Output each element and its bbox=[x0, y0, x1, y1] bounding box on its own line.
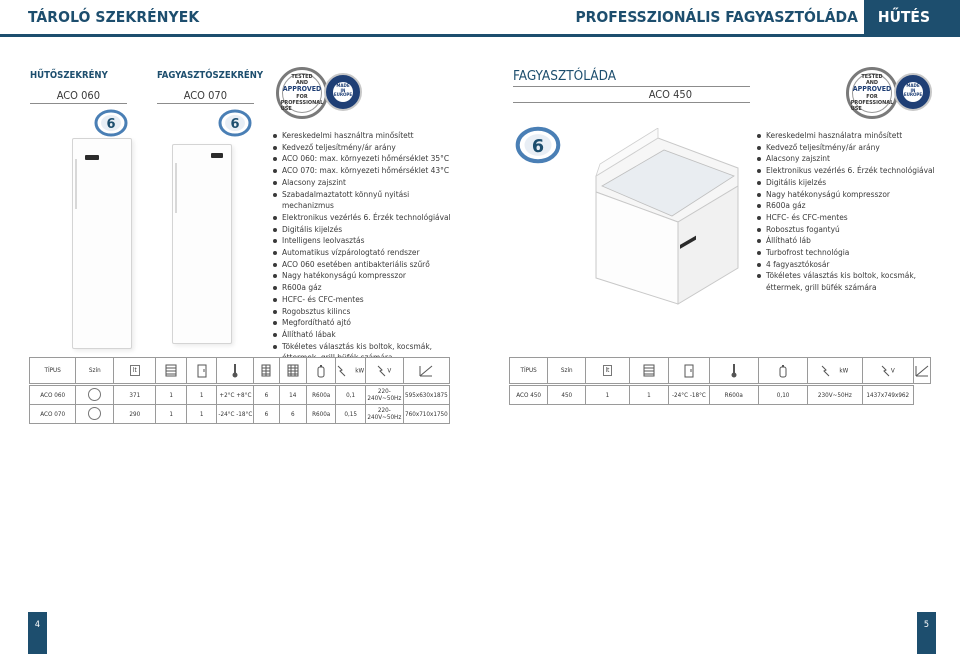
chest-freezer-image-aco450 bbox=[588, 128, 742, 308]
feature-item: Alacsony zajszint bbox=[273, 177, 451, 189]
voltage-icon bbox=[377, 364, 387, 377]
cell-color bbox=[76, 405, 114, 424]
feature-item: ACO 060 esetében antibakteriális szűrő bbox=[273, 259, 451, 271]
svg-text:6: 6 bbox=[531, 136, 545, 157]
white-color-swatch bbox=[88, 388, 101, 401]
cell-dimensions: 1437x749x962 bbox=[862, 386, 913, 405]
made-in-europe-badge bbox=[324, 73, 362, 111]
header-right bbox=[575, 0, 960, 34]
thermometer-icon bbox=[730, 363, 738, 378]
badge-text: APPROVED bbox=[282, 85, 322, 94]
cell-temperature: -24°C -18°C bbox=[669, 386, 709, 405]
v-label: V bbox=[387, 367, 392, 375]
model-name-aco450: ACO 450 bbox=[648, 88, 692, 101]
badge-text: EUROPE bbox=[333, 93, 353, 99]
cell-v: 220-240V~50Hz bbox=[365, 405, 403, 424]
cell-gas: R600a bbox=[306, 386, 335, 405]
cell-doors: 1 bbox=[186, 386, 217, 405]
spec-table-left bbox=[29, 357, 450, 424]
page-number-right: 5 bbox=[917, 612, 936, 654]
col-header-doors bbox=[669, 358, 709, 384]
col-header-shelves bbox=[156, 358, 187, 384]
badge-text: AND bbox=[295, 80, 309, 87]
category-tab: HŰTÉS bbox=[864, 0, 960, 34]
feature-item: Állítható lábak bbox=[273, 329, 451, 341]
grid-icon bbox=[261, 364, 271, 377]
feature-item: Nagy hatékonyságú kompresszor bbox=[757, 189, 937, 201]
feature-item: 4 fagyasztókosár bbox=[757, 259, 937, 271]
badge-text: PROFESSIONAL USE bbox=[280, 99, 324, 112]
feature-item: Állítható láb bbox=[757, 235, 937, 247]
badge-text: APPROVED bbox=[852, 85, 892, 94]
cell-climate: 6 bbox=[254, 386, 279, 405]
cell-gas: R600a bbox=[709, 386, 759, 405]
capacity-icon: lt bbox=[130, 365, 140, 376]
cell-shelves: 1 bbox=[156, 405, 187, 424]
badge-text: FOR bbox=[866, 93, 878, 100]
page-title-right: PROFESSZIONÁLIS FAGYASZTÓLÁDA bbox=[575, 8, 858, 26]
fridge-image-aco060 bbox=[72, 138, 132, 349]
feature-item: Tökéletes választás kis boltok, kocsmák, bbox=[273, 341, 451, 364]
gas-icon bbox=[778, 364, 788, 378]
col-header-lt bbox=[114, 358, 156, 384]
feature-item: ACO 070: max. környezeti hőmérséklet 43°C bbox=[273, 165, 451, 177]
feature-item: R600a gáz bbox=[273, 282, 451, 294]
col-header-dimensions bbox=[403, 358, 449, 384]
feature-item: Rogobsztus kilincs bbox=[273, 306, 451, 318]
col-header-temperature bbox=[709, 358, 759, 384]
cell-shelves: 1 bbox=[156, 386, 187, 405]
col-header-dimensions bbox=[914, 358, 931, 384]
cell-color bbox=[76, 386, 114, 405]
basket-icon bbox=[287, 364, 299, 377]
dimensions-icon bbox=[418, 364, 434, 378]
cell-tipus: ACO 060 bbox=[30, 386, 76, 405]
cell-lt: 450 bbox=[548, 386, 586, 405]
col-header-doors bbox=[186, 358, 217, 384]
cell-baskets: 6 bbox=[279, 405, 306, 424]
col-header-climate bbox=[254, 358, 279, 384]
table-row bbox=[30, 405, 450, 424]
cell-temperature: -24°C -18°C bbox=[217, 405, 254, 424]
cell-lt: 371 bbox=[114, 386, 156, 405]
header-rule bbox=[0, 34, 960, 37]
gas-icon bbox=[316, 364, 326, 378]
tested-approved-badge bbox=[276, 67, 328, 119]
cell-temperature: +2°C +8°C bbox=[217, 386, 254, 405]
col-header-szin: Szín bbox=[548, 358, 586, 384]
power-icon bbox=[821, 364, 839, 377]
feature-item: Elektronikus vezérlés 6. Érzék technológiával bbox=[757, 165, 937, 177]
cell-kw: 0,1 bbox=[336, 386, 365, 405]
feature-item: Szabadalmaztatott könnyű nyitási mechanizmus bbox=[273, 189, 451, 212]
svg-text:6: 6 bbox=[230, 117, 240, 132]
col-header-tipus: TÍPUS bbox=[30, 358, 76, 384]
section-label-chest-freezer: FAGYASZTÓLÁDA bbox=[513, 68, 617, 84]
feature-list-left bbox=[273, 130, 451, 364]
sixth-sense-icon bbox=[94, 108, 128, 138]
v-label: V bbox=[890, 367, 895, 375]
door-handle bbox=[175, 163, 177, 213]
col-header-v bbox=[365, 358, 403, 384]
col-header-baskets bbox=[279, 358, 306, 384]
table-row bbox=[510, 386, 931, 405]
cell-kw: 0,10 bbox=[759, 386, 808, 405]
badge-text: IN bbox=[910, 88, 916, 94]
sixth-sense-icon bbox=[515, 124, 561, 166]
cell-v: 230V~50Hz bbox=[808, 386, 862, 405]
col-header-tipus: TÍPUS bbox=[510, 358, 548, 384]
feature-item: HCFC- és CFC-mentes bbox=[273, 294, 451, 306]
shelves-icon bbox=[165, 364, 177, 377]
badge-text: FOR bbox=[296, 93, 308, 100]
feature-item: Kereskedelmi használtra minősített bbox=[273, 130, 451, 142]
col-header-kw bbox=[808, 358, 862, 384]
feature-item: Kedvező teljesítmény/ár arány bbox=[273, 142, 451, 154]
col-header-szin: Szín bbox=[76, 358, 114, 384]
table-row bbox=[30, 386, 450, 405]
kw-label: kW bbox=[355, 367, 365, 375]
badge-text: MADE bbox=[336, 83, 350, 89]
feature-item: Kedvező teljesítmény/ár arány bbox=[757, 142, 937, 154]
cell-dimensions: 760x710x1750 bbox=[403, 405, 449, 424]
voltage-icon bbox=[881, 364, 891, 377]
control-panel bbox=[85, 155, 99, 160]
model-name-aco060: ACO 060 bbox=[56, 89, 100, 102]
capacity-icon: lt bbox=[603, 365, 613, 376]
cell-v: 220-240V~50Hz bbox=[365, 386, 403, 405]
svg-text:6: 6 bbox=[106, 117, 116, 132]
col-header-kw bbox=[336, 358, 365, 384]
cell-tipus: ACO 070 bbox=[30, 405, 76, 424]
freezer-image-aco070 bbox=[172, 144, 232, 344]
feature-item: Alacsony zajszint bbox=[757, 153, 937, 165]
white-color-swatch bbox=[88, 407, 101, 420]
cell-doors: 1 bbox=[629, 386, 669, 405]
col-header-v bbox=[862, 358, 913, 384]
cell-baskets: 14 bbox=[279, 386, 306, 405]
col-header-temperature bbox=[217, 358, 254, 384]
tested-approved-badge bbox=[846, 67, 898, 119]
dimensions-icon bbox=[914, 364, 930, 378]
model-name-aco070: ACO 070 bbox=[183, 89, 227, 102]
feature-item: Digitális kijelzés bbox=[757, 177, 937, 189]
feature-item: Kereskedelmi használatra minősített bbox=[757, 130, 937, 142]
col-header-baskets bbox=[629, 358, 669, 384]
model-underline bbox=[157, 103, 254, 104]
thermometer-icon bbox=[231, 363, 239, 378]
basket-icon bbox=[643, 364, 655, 377]
made-in-europe-badge bbox=[894, 73, 932, 111]
page-title-left: TÁROLÓ SZEKRÉNYEK bbox=[28, 8, 200, 26]
cell-tipus: ACO 450 bbox=[510, 386, 548, 405]
feature-item: Turbofrost technológia bbox=[757, 247, 937, 259]
spec-table-right bbox=[509, 357, 931, 405]
feature-item: HCFC- és CFC-mentes bbox=[757, 212, 937, 224]
badge-text: MADE bbox=[906, 83, 920, 89]
feature-item: Elektronikus vezérlés 6. Érzék technológiával bbox=[273, 212, 451, 224]
section-label-freezer: FAGYASZTÓSZEKRÉNY bbox=[157, 70, 264, 81]
feature-list-right bbox=[757, 130, 937, 294]
feature-item: Intelligens leolvasztás bbox=[273, 235, 451, 247]
feature-item: Robosztus fogantyú bbox=[757, 224, 937, 236]
badge-text: TESTED bbox=[291, 74, 313, 81]
door-icon bbox=[197, 364, 207, 378]
feature-item: Nagy hatékonyságú kompresszor bbox=[273, 270, 451, 282]
badge-text: IN bbox=[340, 88, 346, 94]
badge-text: PROFESSIONAL USE bbox=[850, 99, 894, 112]
sixth-sense-icon bbox=[218, 108, 252, 138]
feature-item: Tökéletes választás kis boltok, kocsmák, éttermek, grill büfék számára bbox=[757, 270, 937, 293]
feature-item: Megfordítható ajtó bbox=[273, 317, 451, 329]
cell-kw: 0,15 bbox=[336, 405, 365, 424]
control-panel bbox=[211, 153, 223, 158]
door-handle bbox=[75, 159, 77, 209]
cell-climate: 6 bbox=[254, 405, 279, 424]
feature-item: ACO 060: max. környezeti hőmérséklet 35°C bbox=[273, 153, 451, 165]
badge-text: EUROPE bbox=[903, 93, 923, 99]
badge-text: TESTED bbox=[861, 74, 883, 81]
cell-doors: 1 bbox=[186, 405, 217, 424]
model-underline bbox=[30, 103, 127, 104]
door-icon bbox=[684, 364, 694, 378]
cell-baskets: 1 bbox=[586, 386, 629, 405]
model-underline bbox=[513, 86, 750, 87]
cell-lt: 290 bbox=[114, 405, 156, 424]
cell-gas: R600a bbox=[306, 405, 335, 424]
feature-item: Automatikus vízpárologtató rendszer bbox=[273, 247, 451, 259]
power-icon bbox=[337, 364, 355, 377]
badge-text: AND bbox=[865, 80, 879, 87]
cell-dimensions: 595x630x1875 bbox=[403, 386, 449, 405]
col-header-gas bbox=[306, 358, 335, 384]
kw-label: kW bbox=[839, 367, 849, 375]
col-header-lt bbox=[586, 358, 629, 384]
feature-item: R600a gáz bbox=[757, 200, 937, 212]
page-number-left: 4 bbox=[28, 612, 47, 654]
feature-item: Digitális kijelzés bbox=[273, 224, 451, 236]
section-label-fridge: HŰTŐSZEKRÉNY bbox=[30, 70, 108, 81]
col-header-gas bbox=[759, 358, 808, 384]
model-underline bbox=[513, 102, 750, 103]
